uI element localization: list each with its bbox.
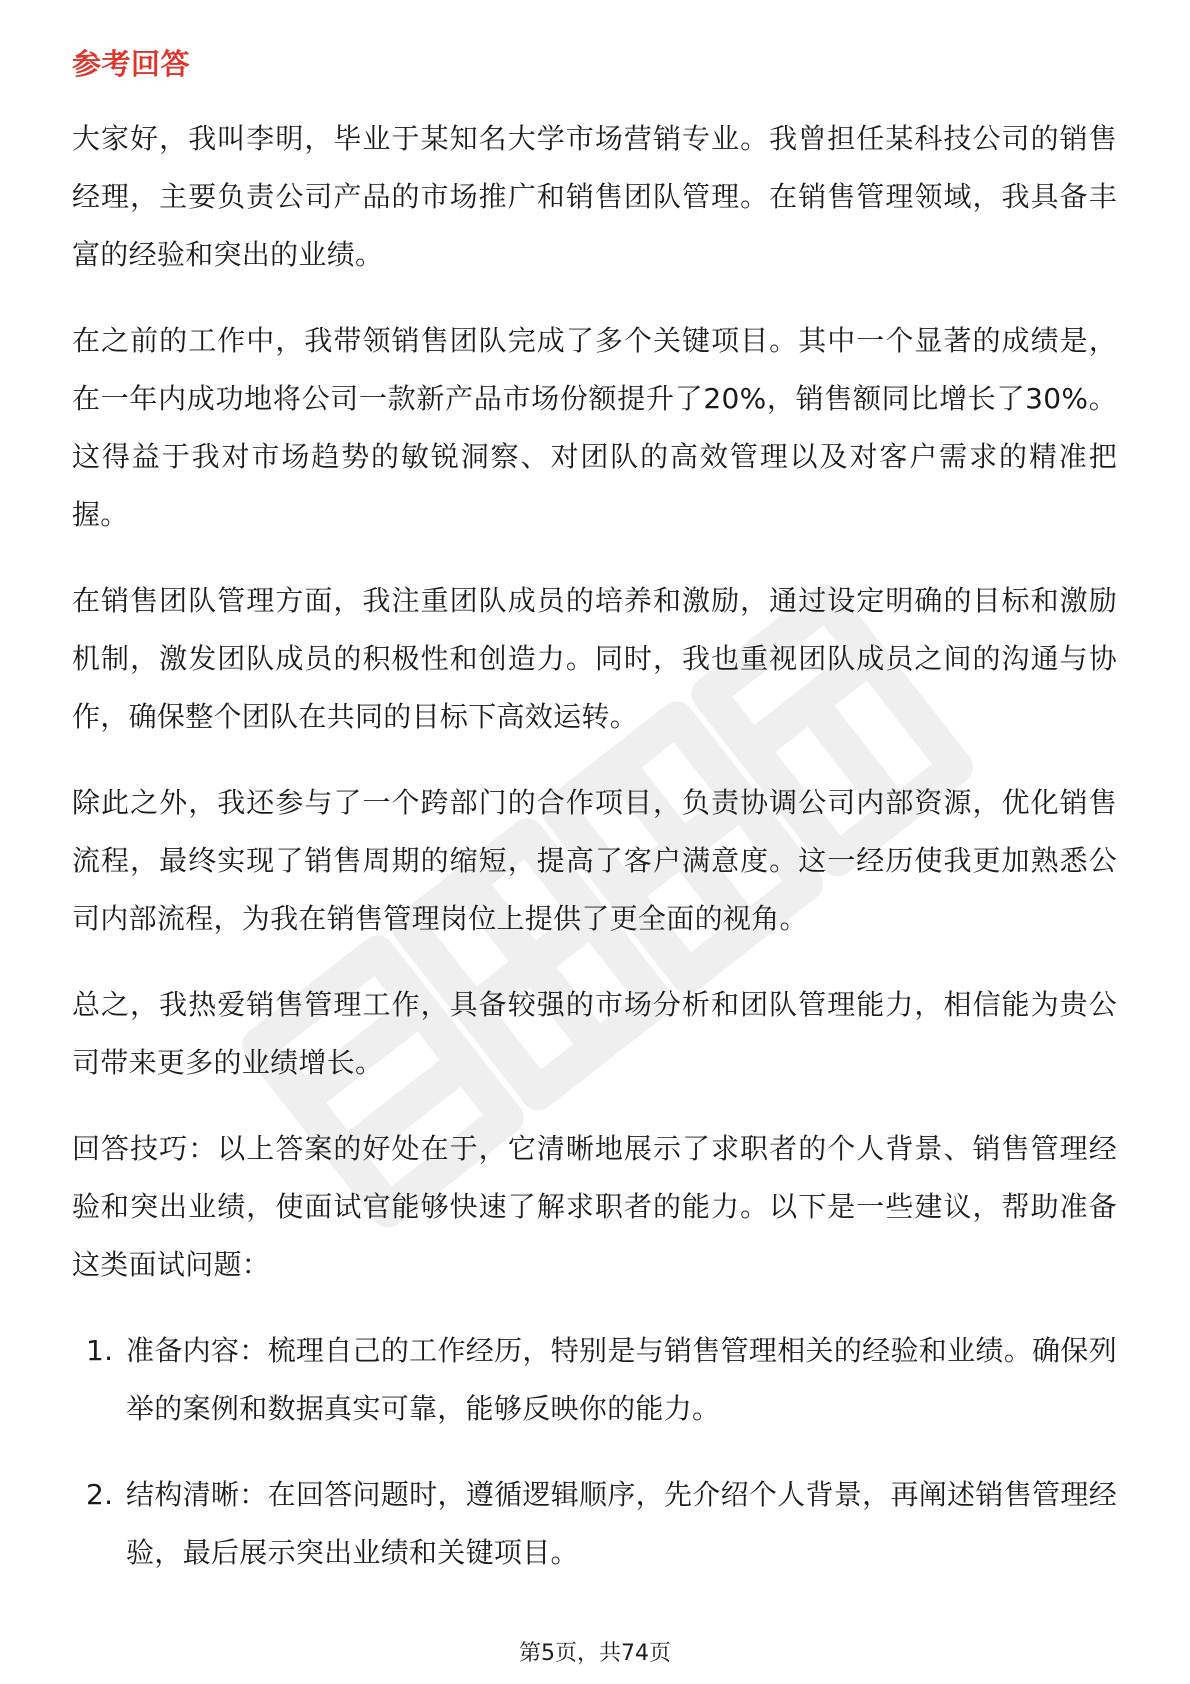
document-content [72, 44, 1117, 1610]
list-item [72, 1322, 1117, 1438]
section-title: 参考回答 [72, 47, 191, 81]
answer-paragraph-intro: 大家好，我叫李明，毕业于某知名大学市场营销专业。我曾担任某科技公司的销售经理，主要负责公司产品的市场推广和销售团队管理。在销售管理领域，我具备丰富的经验和突出的业绩。 [72, 122, 1117, 271]
list-item-text: 准备内容：梳理自己的工作经历，特别是与销售管理相关的经验和业绩。确保列举的案例和数据真实可靠，能够反映你的能力。 [126, 1334, 1117, 1425]
list-item-number: 1. [86, 1334, 114, 1367]
list-item [72, 1466, 1117, 1582]
answer-paragraph-team: 在销售团队管理方面，我注重团队成员的培养和激励，通过设定明确的目标和激励机制，激发团队成员的积极性和创造力。同时，我也重视团队成员之间的沟通与协作，确保整个团队在共同的目标下高效运转。 [72, 584, 1117, 733]
tips-list [72, 1322, 1117, 1582]
answer-tips-intro: 回答技巧：以上答案的好处在于，它清晰地展示了求职者的个人背景、销售管理经验和突出业绩，使面试官能够快速了解求职者的能力。以下是一些建议，帮助准备这类面试问题： [72, 1132, 1117, 1281]
answer-paragraph-summary: 总之，我热爱销售管理工作，具备较强的市场分析和团队管理能力，相信能为贵公司带来更多的业绩增长。 [72, 988, 1117, 1079]
list-item-text: 结构清晰：在回答问题时，遵循逻辑顺序，先介绍个人背景，再阐述销售管理经验，最后展示突出业绩和关键项目。 [126, 1478, 1117, 1569]
answer-paragraph-achievement: 在之前的工作中，我带领销售团队完成了多个关键项目。其中一个显著的成绩是，在一年内成功地将公司一款新产品市场份额提升了20%，销售额同比增长了30%。这得益于我对市场趋势的敏锐洞察、对团队的高效管理以及对客户需求的精准把握。 [72, 324, 1117, 531]
page-number-footer: 第5页，共74页 [519, 1641, 671, 1666]
list-item-number: 2. [86, 1478, 114, 1511]
answer-paragraph-project: 除此之外，我还参与了一个跨部门的合作项目，负责协调公司内部资源，优化销售流程，最终实现了销售周期的缩短，提高了客户满意度。这一经历使我更加熟悉公司内部流程，为我在销售管理岗位上提供了更全面的视角。 [72, 786, 1117, 935]
